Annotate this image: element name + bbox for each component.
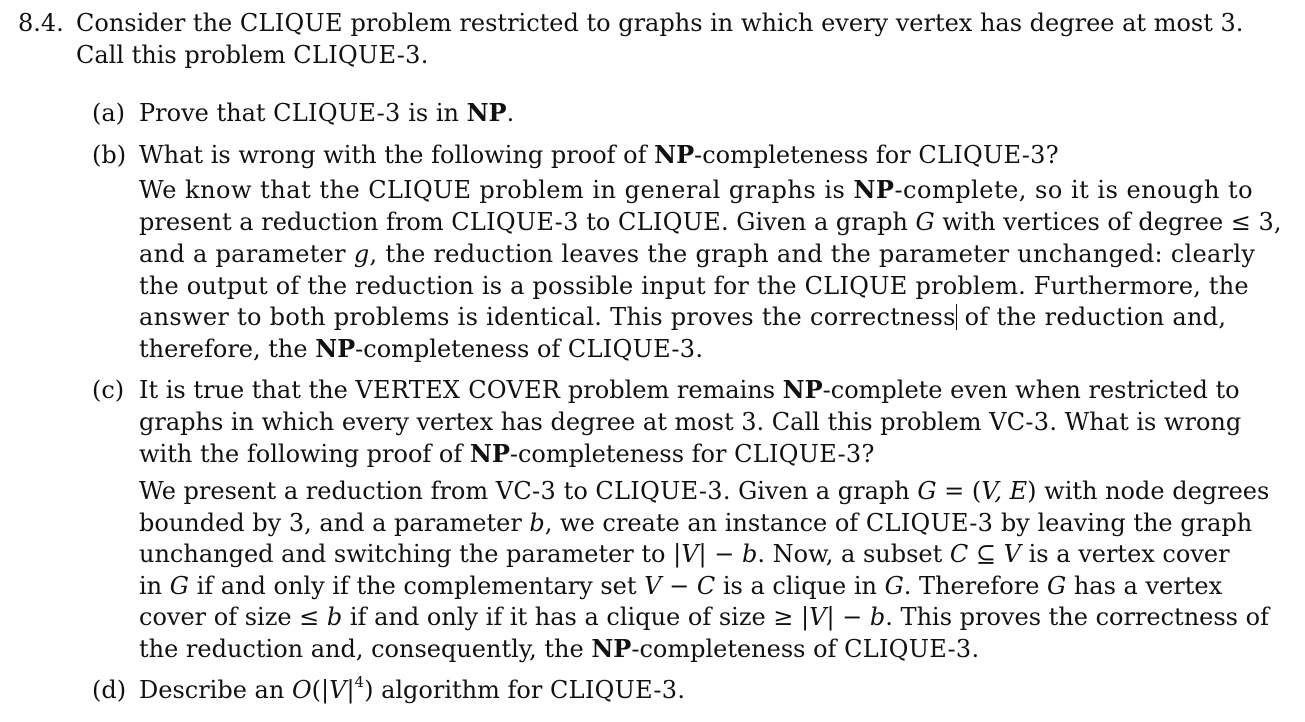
part-c-line-2: graphs in which every vertex has degree at most 3. Call this problem VC-3. What is wrong [139,408,1242,436]
part-c-line-5: bounded by 3, and a parameter b, we create an instance of CLIQUE-3 by leaving the graph [139,509,1253,537]
part-d-line-1: Describe an $O(|V|^4)$ algorithm for CLIQUE-3. [139,673,686,704]
part-c-line-9: the reduction and, consequently, the NP-completeness of CLIQUE-3. [139,634,980,663]
part-b-line-7: therefore, the NP-completeness of CLIQUE-3. [139,334,703,363]
part-a-line-1: Prove that CLIQUE-3 is in NP. [139,98,515,127]
part-c-line-4: We present a reduction from VC-3 to CLIQUE-3. Given a graph G = (V, E) with node degrees [139,477,1270,505]
part-c-line-7: in G if and only if the complementary set V − C is a clique in G. Therefore G has a vertex [139,572,1223,600]
part-c-line-1: It is true that the VERTEX COVER problem remains NP-complete even when restricted to [139,375,1240,404]
part-b-line-3: present a reduction from CLIQUE-3 to CLIQUE. Given a graph G with vertices of degree ≤ 3, [139,208,1282,236]
part-b-line-2: We know that the CLIQUE problem in general graphs is NP-complete, so it is enough to [139,175,1254,204]
part-c-line-6: unchanged and switching the parameter to |V| − b. Now, a subset C ⊆ V is a vertex cover [139,540,1230,568]
part-a-label: (a) [92,99,126,127]
part-b-label: (b) [92,141,127,169]
part-b-line-5: the output of the reduction is a possible input for the CLIQUE problem. Furthermore, the [139,272,1249,300]
part-d-label: (d) [92,676,127,704]
part-c-label: (c) [92,376,125,404]
part-b-line-6: answer to both problems is identical. This proves the correctness of the reduction and, [139,303,1227,331]
part-b-line-1: What is wrong with the following proof of NP-completeness for CLIQUE-3? [139,140,1059,169]
problem-intro-line-2: Call this problem CLIQUE-3. [76,41,429,69]
part-c-line-8: cover of size ≤ b if and only if it has a clique of size ≥ |V| − b. This proves the correctness of [139,603,1269,631]
problem-intro-line-1: Consider the CLIQUE problem restricted to graphs in which every vertex has degree at most 3. [76,9,1244,37]
part-c-line-3: with the following proof of NP-completeness for CLIQUE-3? [139,439,875,468]
part-b-line-4: and a parameter g, the reduction leaves the graph and the parameter unchanged: clearly [139,240,1256,268]
problem-number: 8.4. [18,9,64,37]
